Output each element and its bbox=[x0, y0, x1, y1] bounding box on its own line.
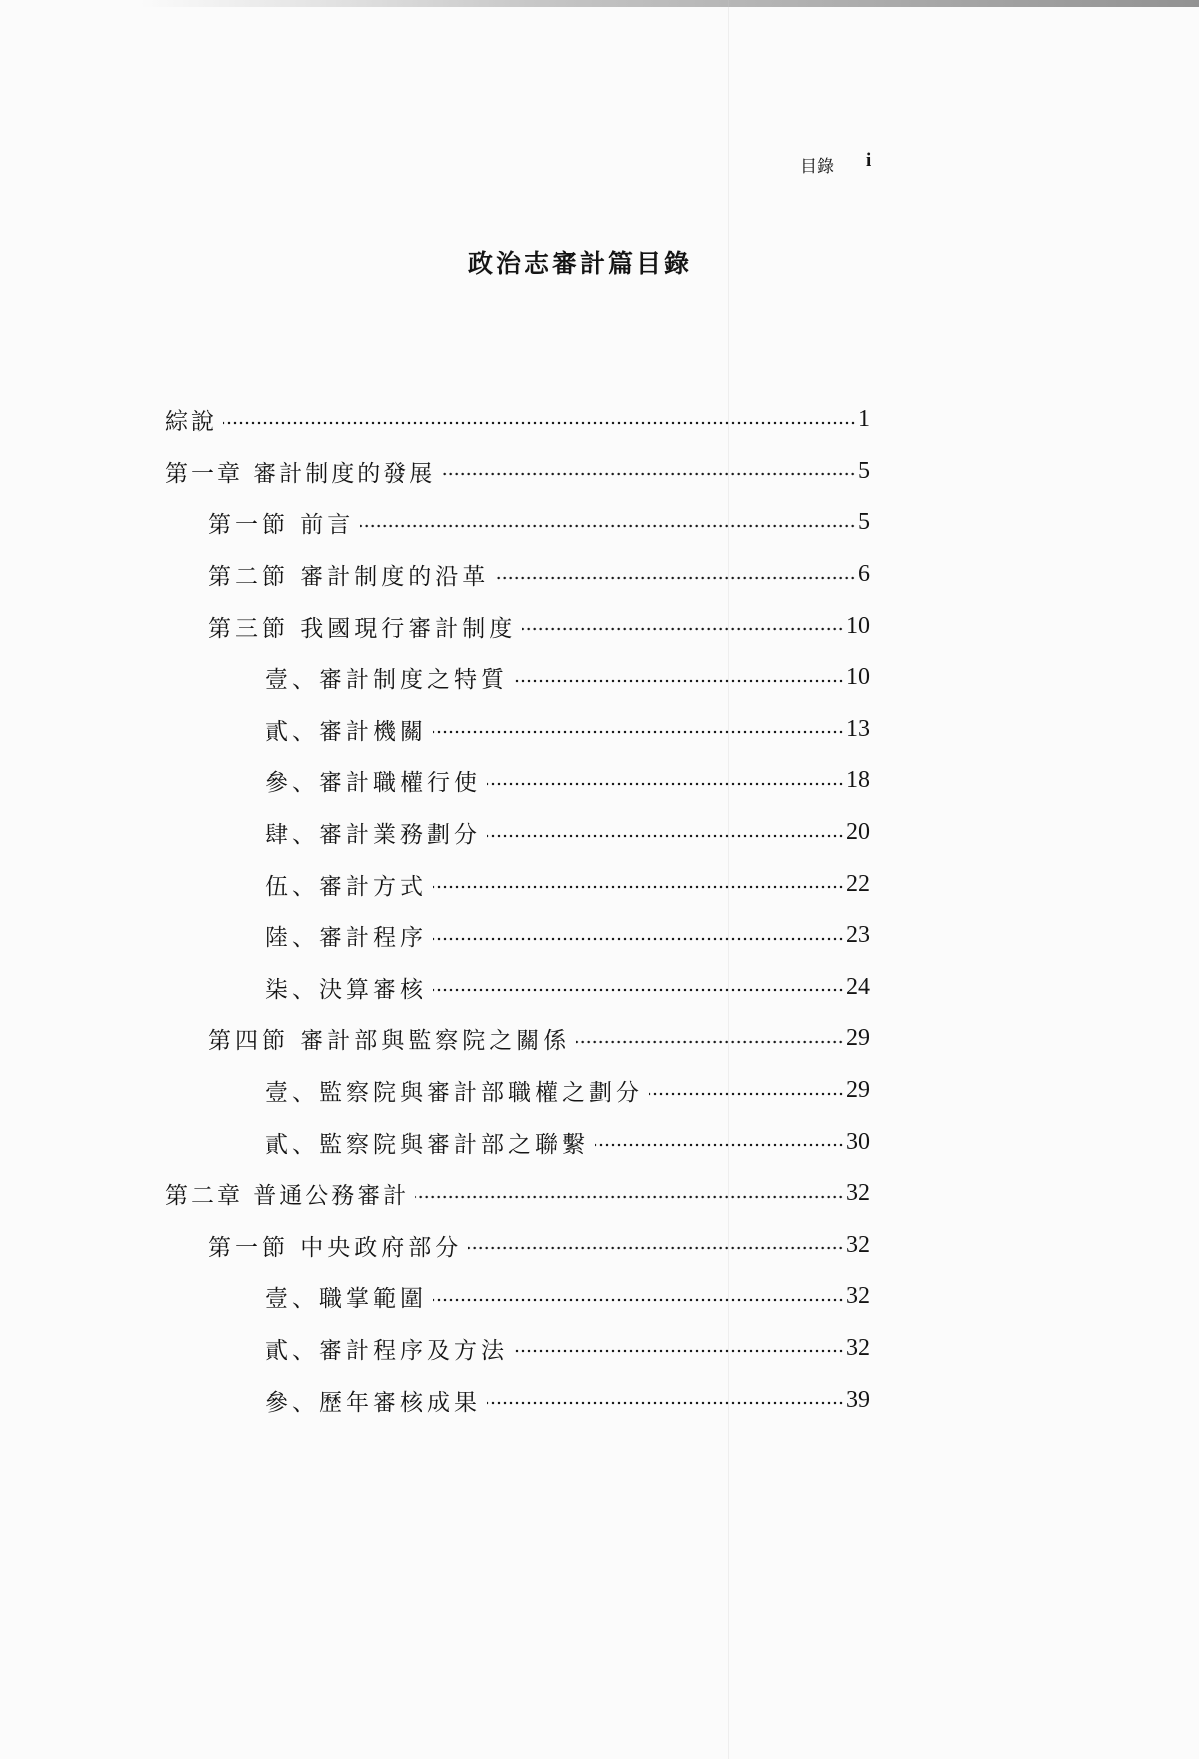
dot-leader bbox=[514, 679, 844, 683]
toc-entry-label: 貳、監察院與審計部之聯繫 bbox=[265, 1126, 595, 1159]
toc-entry-page: 32 bbox=[846, 1283, 870, 1310]
toc-entry-page: 5 bbox=[858, 457, 870, 484]
toc-entry[interactable] bbox=[0, 1116, 1199, 1168]
toc-entry[interactable] bbox=[0, 652, 1199, 704]
toc-entry-page: 10 bbox=[846, 664, 870, 691]
toc-entry-label: 第二章 普通公務審計 bbox=[165, 1177, 415, 1210]
toc-entry[interactable] bbox=[0, 704, 1199, 756]
dot-leader bbox=[468, 1246, 844, 1250]
toc-entry-label: 陸、審計程序 bbox=[265, 919, 433, 952]
dot-leader bbox=[441, 472, 856, 476]
toc-entry-label: 參、審計職權行使 bbox=[265, 764, 487, 797]
toc-entry-page: 39 bbox=[846, 1386, 870, 1413]
toc-entry-label: 伍、審計方式 bbox=[265, 868, 433, 901]
dot-leader bbox=[487, 782, 844, 786]
toc-entry-label: 參、歷年審核成果 bbox=[265, 1384, 487, 1417]
toc-entry-page: 24 bbox=[846, 973, 870, 1000]
toc-entry-label: 肆、審計業務劃分 bbox=[265, 816, 487, 849]
toc-entry[interactable] bbox=[0, 1271, 1199, 1323]
toc-entry[interactable] bbox=[0, 1220, 1199, 1272]
toc-entry[interactable] bbox=[0, 1168, 1199, 1220]
dot-leader bbox=[595, 1143, 844, 1147]
toc-entry-page: 23 bbox=[846, 922, 870, 949]
toc-entry-label: 綜說 bbox=[165, 403, 223, 436]
toc-entry[interactable] bbox=[0, 1065, 1199, 1117]
toc-entry-label: 柒、決算審核 bbox=[265, 971, 433, 1004]
toc-entry-label: 第一章 審計制度的發展 bbox=[165, 455, 441, 488]
dot-leader bbox=[522, 627, 844, 631]
running-head-section: 目錄 bbox=[800, 157, 834, 177]
toc-entry-page: 22 bbox=[846, 870, 870, 897]
dot-leader bbox=[433, 1298, 844, 1302]
scan-edge-shadow bbox=[140, 0, 1199, 7]
dot-leader bbox=[487, 834, 844, 838]
toc-entry[interactable] bbox=[0, 1013, 1199, 1065]
dot-leader bbox=[495, 576, 856, 580]
toc-entry-label: 貳、審計機關 bbox=[265, 713, 433, 746]
toc-entry-page: 5 bbox=[858, 509, 870, 536]
toc-entry[interactable] bbox=[0, 549, 1199, 601]
toc-entry-page: 29 bbox=[846, 1077, 870, 1104]
dot-leader bbox=[433, 988, 844, 992]
toc-entry[interactable] bbox=[0, 1374, 1199, 1426]
table-of-contents bbox=[0, 394, 1199, 1426]
toc-entry[interactable] bbox=[0, 858, 1199, 910]
toc-title: 政治志審計篇目錄 bbox=[467, 249, 692, 278]
page-number: i bbox=[866, 150, 872, 171]
toc-entry-page: 29 bbox=[846, 1025, 870, 1052]
toc-entry[interactable] bbox=[0, 807, 1199, 859]
toc-entry-page: 32 bbox=[846, 1334, 870, 1361]
running-head bbox=[780, 150, 880, 180]
dot-leader bbox=[487, 1401, 844, 1405]
toc-entry-page: 32 bbox=[846, 1180, 870, 1207]
toc-entry-page: 6 bbox=[858, 561, 870, 588]
toc-entry[interactable] bbox=[0, 497, 1199, 549]
dot-leader bbox=[433, 885, 844, 889]
dot-leader bbox=[514, 1349, 844, 1353]
toc-entry-label: 第二節 審計制度的沿革 bbox=[208, 558, 495, 591]
toc-entry-page: 1 bbox=[858, 406, 870, 433]
toc-entry-label: 壹、職掌範圍 bbox=[265, 1280, 433, 1313]
dot-leader bbox=[576, 1040, 844, 1044]
toc-entry-label: 貳、審計程序及方法 bbox=[265, 1332, 514, 1365]
toc-entry[interactable] bbox=[0, 394, 1199, 446]
toc-entry-label: 第三節 我國現行審計制度 bbox=[208, 610, 522, 643]
toc-entry-page: 32 bbox=[846, 1231, 870, 1258]
toc-entry-page: 30 bbox=[846, 1128, 870, 1155]
toc-entry-page: 18 bbox=[846, 767, 870, 794]
dot-leader bbox=[433, 937, 844, 941]
toc-entry[interactable] bbox=[0, 1323, 1199, 1375]
toc-entry[interactable] bbox=[0, 600, 1199, 652]
dot-leader bbox=[433, 730, 844, 734]
toc-entry-label: 第一節 中央政府部分 bbox=[208, 1229, 468, 1262]
toc-entry-label: 第四節 審計部與監察院之關係 bbox=[208, 1022, 576, 1055]
dot-leader bbox=[360, 524, 856, 528]
dot-leader bbox=[223, 421, 856, 425]
toc-entry-label: 第一節 前言 bbox=[208, 506, 360, 539]
dot-leader bbox=[649, 1092, 844, 1096]
toc-entry-page: 10 bbox=[846, 612, 870, 639]
toc-entry[interactable] bbox=[0, 446, 1199, 498]
dot-leader bbox=[415, 1195, 844, 1199]
toc-entry-label: 壹、審計制度之特質 bbox=[265, 661, 514, 694]
toc-entry-page: 20 bbox=[846, 819, 870, 846]
toc-entry-page: 13 bbox=[846, 715, 870, 742]
toc-entry-label: 壹、監察院與審計部職權之劃分 bbox=[265, 1074, 649, 1107]
toc-entry[interactable] bbox=[0, 910, 1199, 962]
toc-entry[interactable] bbox=[0, 755, 1199, 807]
toc-entry[interactable] bbox=[0, 962, 1199, 1014]
